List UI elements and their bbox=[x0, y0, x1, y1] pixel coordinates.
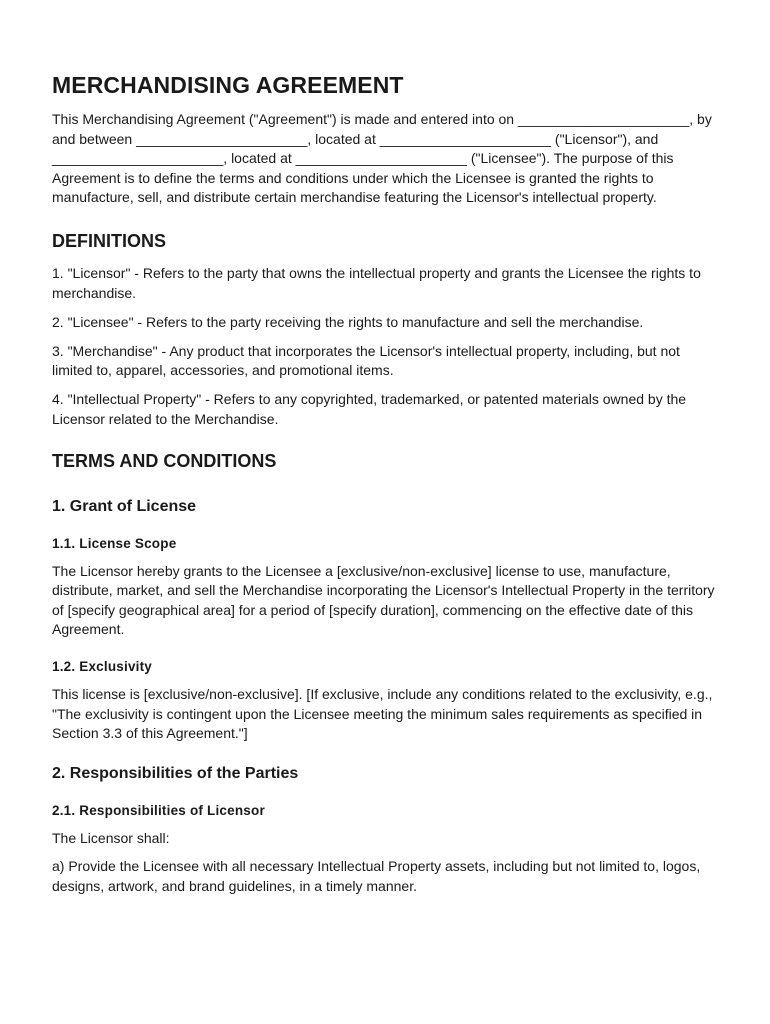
licensor-item-a: a) Provide the Licensee with all necessary Intellectual Property assets, including but not limited to, logos, designs, artwork, and brand guidelines, in a timely manner. bbox=[52, 858, 701, 894]
definition-item: 1. "Licensor" - Refers to the party that owns the intellectual property and grants the Licensee the rights to merchandise. bbox=[52, 264, 701, 301]
exclusivity-text: This license is [exclusive/non-exclusive]. [If exclusive, include any conditions related to the exclusivity, e.g., "The exclusivity is contingent upon the Licensee meeting the minimum sales requirements as specified in Section 3.3 of this Agreement."] bbox=[52, 686, 713, 742]
document-page bbox=[52, 70, 720, 897]
exclusivity-heading: 1.2. Exclusivity bbox=[52, 659, 153, 674]
definitions-heading: DEFINITIONS bbox=[52, 230, 167, 251]
intro-paragraph: This Merchandising Agreement ("Agreement") is made and entered into on ______________________, by and between ______________________, located at ______________________ ("Licensor"), and ______________________, located at ______________________ ("Licensee"). The purpose of this Agreement is to define the terms and conditions under which the Licensee is granted the rights to manufacture, sell, and distribute certain merchandise featuring the Licensor's intellectual property. bbox=[52, 111, 712, 206]
license-scope-heading: 1.1. License Scope bbox=[52, 535, 177, 551]
grant-of-license-heading: 1. Grant of License bbox=[52, 497, 197, 515]
definition-item: 4. "Intellectual Property" - Refers to any copyrighted, trademarked, or patented materials owned by the Licensor related to the Merchandise. bbox=[52, 391, 687, 428]
terms-heading: TERMS AND CONDITIONS bbox=[52, 450, 277, 471]
definitions-list bbox=[52, 264, 720, 430]
licensor-shall-text: The Licensor shall: bbox=[52, 829, 170, 846]
definition-item: 3. "Merchandise" - Any product that incorporates the Licensor's intellectual property, including, but not limited to, apparel, accessories, and promotional items. bbox=[52, 342, 680, 379]
license-scope-text: The Licensor hereby grants to the Licensee a [exclusive/non-exclusive] license to use, manufacture, distribute, market, and sell the Merchandise incorporating the Licensor's Intellectual Property in the territory of [specify geographical area] for a period of [specify duration], commencing on the effective date of this Agreement. bbox=[52, 562, 715, 638]
definition-item: 2. "Licensee" - Refers to the party receiving the rights to manufacture and sell the merchandise. bbox=[52, 313, 644, 330]
responsibilities-heading: 2. Responsibilities of the Parties bbox=[52, 764, 299, 782]
licensor-responsibilities-heading: 2.1. Responsibilities of Licensor bbox=[52, 802, 265, 818]
document-title: MERCHANDISING AGREEMENT bbox=[52, 72, 404, 98]
